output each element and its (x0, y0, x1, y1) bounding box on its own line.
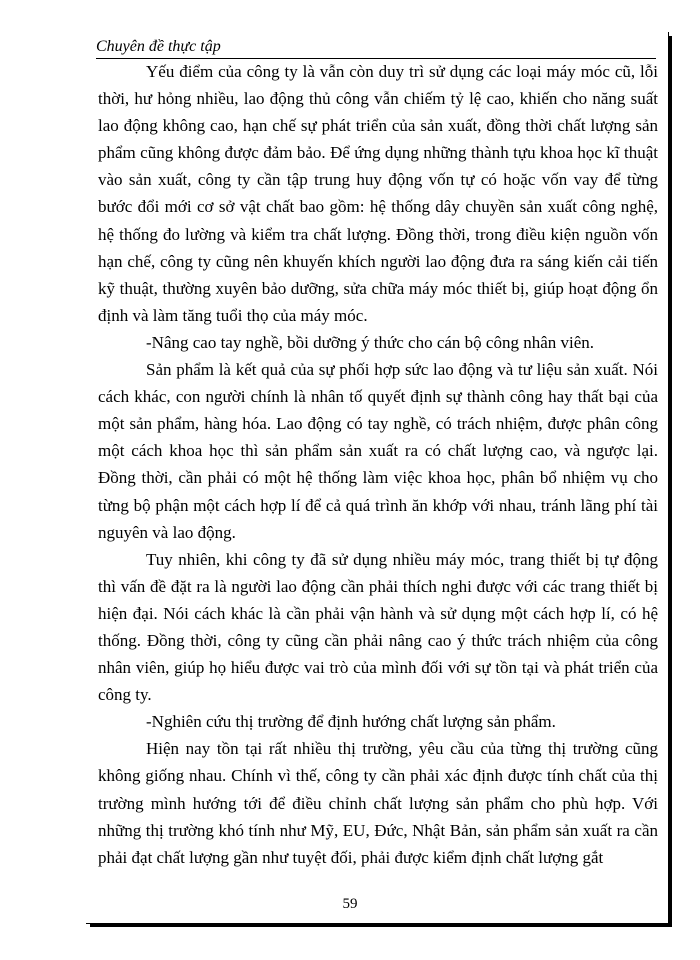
header-title: Chuyên đề thực tập (96, 38, 221, 55)
page-border-shadow-right (669, 36, 672, 927)
paragraph-market-requirements: Hiện nay tồn tại rất nhiều thị trường, yêu cầu của từng thị trường cũng không giống nhau. Chính vì thế, công ty cần phải xác định được tính chất của thị trường mình hướng tới để điều chỉnh chất lượng sản phẩm cho phù hợp. Với những thị trường khó tính như Mỹ, EU, Đức, Nhật Bản, sản phẩm sản xuất ra cần phải đạt chất lượng gần như tuyệt đối, phải được kiểm định chất lượng gắt (98, 739, 658, 867)
paragraph-labor-factor: Sản phẩm là kết quả của sự phối hợp sức lao động và tư liệu sản xuất. Nói cách khác, con người chính là nhân tố quyết định sự thành công hay thất bại của một sản phẩm, hàng hóa. Lao động có tay nghề, có trách nhiệm, được phân công một cách khoa học thì sản phẩm sản xuất ra có chất lượng cao, và ngược lại. Đồng thời, cần phải có một hệ thống làm việc khoa học, phân bổ nhiệm vụ cho từng bộ phận một cách hợp lí để cả quá trình ăn khớp với nhau, tránh lãng phí tài nguyên và lao động. (98, 360, 658, 542)
paragraph-adapt-equipment: Tuy nhiên, khi công ty đã sử dụng nhiều máy móc, trang thiết bị tự động thì vấn đề đặt ra là người lao động cần phải thích nghi được với các trang thiết bị hiện đại. Nói cách khác là cần phải vận hành và sử dụng một cách hợp lí, có hệ thống. Đồng thời, công ty cũng cần phải nâng cao ý thức trách nhiệm của công nhân viên, giúp họ hiểu được vai trò của mình đối với sự tồn tại và phát triển của công ty. (98, 549, 658, 705)
page-number: 59 (342, 896, 358, 912)
body-text (98, 58, 658, 871)
page-border-shadow-bottom (90, 924, 672, 927)
bullet-market-research: -Nghiên cứu thị trường để định hướng chất lượng sản phẩm. (146, 712, 556, 732)
running-header (96, 38, 656, 60)
bullet-improve-skills: -Nâng cao tay nghề, bồi dưỡng ý thức cho cán bộ công nhân viên. (146, 332, 595, 352)
paragraph-equipment-weakness: Yếu điểm của công ty là vẫn còn duy trì sử dụng các loại máy móc cũ, lỗi thời, hư hỏng nhiều, lao động thủ công vẫn chiếm tỷ lệ cao, khiến cho năng suất lao động không cao, hạn chế sự phát triển của sản xuất, đồng thời chất lượng sản phẩm cũng không được đảm bảo. Để ứng dụng những thành tựu khoa học kĩ thuật vào sản xuất, công ty cần tập trung huy động vốn tự có hoặc vốn vay để từng bước đổi mới cơ sở vật chất bao gồm: hệ thống dây chuyền sản xuất công nghệ, hệ thống đo lường và kiểm tra chất lượng. Đồng thời, trong điều kiện nguồn vốn hạn chế, công ty cũng nên khuyến khích người lao động đưa ra sáng kiến cải tiến kỹ thuật, thường xuyên bảo dưỡng, sửa chữa máy móc thiết bị, giúp hoạt động ổn định và làm tăng tuổi thọ của máy móc. (98, 62, 658, 325)
